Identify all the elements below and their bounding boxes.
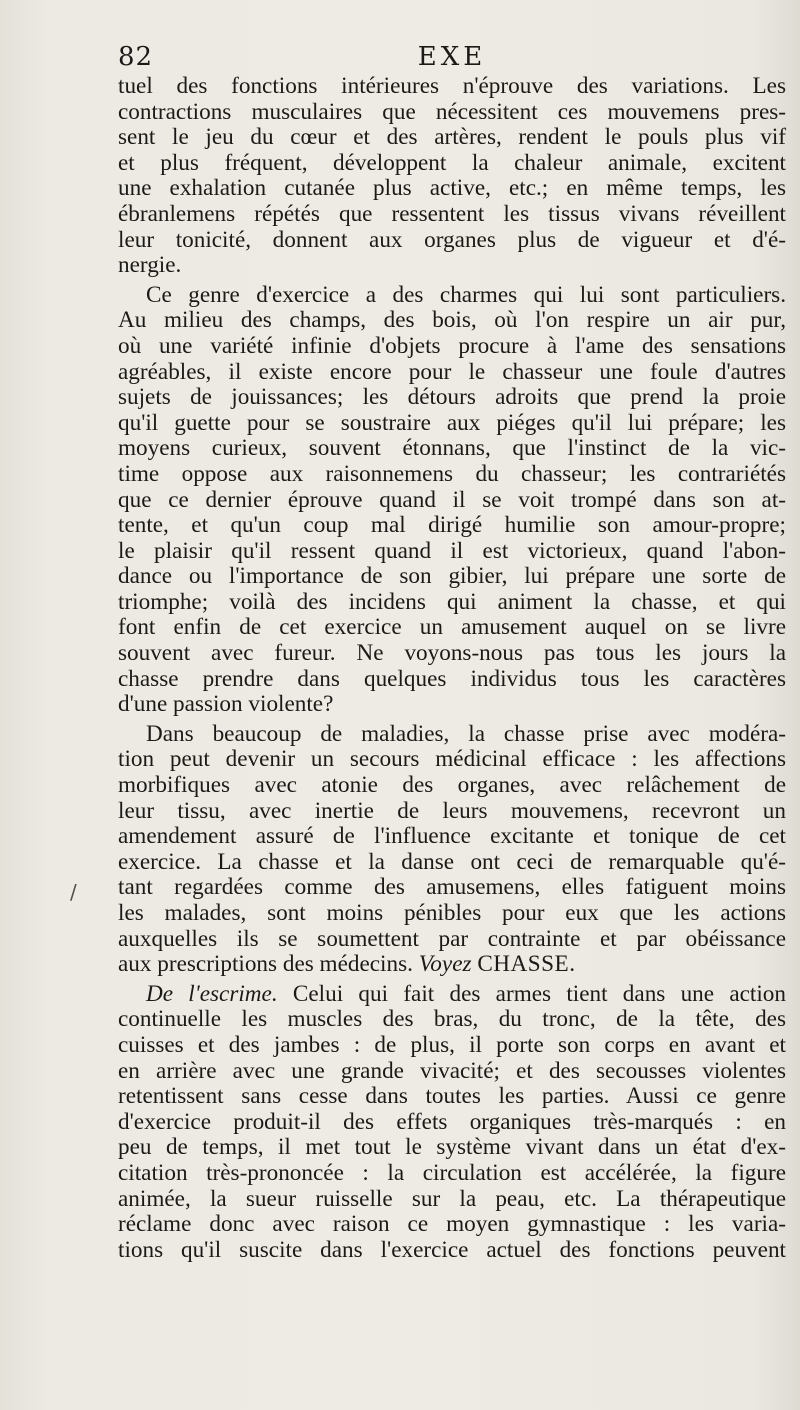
body-text	[118, 74, 786, 1263]
text-line: tuel des fonctions intérieures n'éprouve des variations. Les	[118, 73, 786, 99]
text-line: tant regardées comme des amusemens, elles fatiguent moins	[118, 874, 786, 901]
text-line: amendement assuré de l'influence excitante et tonique de cet	[118, 823, 786, 850]
text-line: ébranlemens répétés que ressentent les tissus vivans réveillent	[118, 200, 786, 227]
text-line: animée, la sueur ruisselle sur la peau, etc. La thérapeutique	[118, 1185, 786, 1212]
text-line: sujets de jouissances; les détours adroits que prend la proie	[118, 384, 786, 411]
text-segment: Celui qui fait des armes tient dans une action	[292, 980, 786, 1007]
text-line: tion peut devenir un secours médicinal efficace : les affections	[118, 746, 786, 773]
text-line: les malades, sont moins pénibles pour eux que les actions	[118, 900, 786, 926]
text-line: contractions musculaires que nécessitent ces mouvemens pres-	[118, 98, 786, 125]
text-line: qu'il guette pour se soustraire aux piéges qu'il lui prépare; les	[118, 409, 786, 436]
text-line: une exhalation cutanée plus active, etc.; en même temps, les	[118, 175, 786, 202]
text-line: en arrière avec une grande vivacité; et des secousses violentes	[118, 1057, 786, 1084]
text-line: triomphe; voilà des incidens qui animent la chasse, et qui	[118, 588, 786, 615]
page-header	[118, 42, 786, 74]
text-line: nergie.	[118, 252, 182, 279]
text-line: morbifiques avec atonie des organes, avec relâchement de	[118, 772, 786, 799]
cross-reference-chasse: CHASSE.	[477, 951, 576, 978]
text-line: font enfin de cet exercice un amusement auquel on se livre	[118, 614, 786, 641]
text-line: d'exercice produit-il des effets organiques très-marqués : en	[118, 1108, 786, 1135]
text-line: retentissent sans cesse dans toutes les parties. Aussi ce genre	[118, 1083, 786, 1110]
text-line: Ce genre d'exercice a des charmes qui lui sont particuliers.	[146, 281, 786, 308]
text-line: Au milieu des champs, des bois, où l'on respire un air pur,	[118, 307, 786, 334]
section-heading-escrime: De l'escrime.	[146, 980, 278, 1007]
text-line: cuisses et des jambes : de plus, il porte son corps en avant et	[118, 1031, 786, 1058]
text-line: leur tissu, avec inertie de leurs mouvemens, recevront un	[118, 797, 786, 824]
text-line: time oppose aux raisonnemens du chasseur; les contrariétés	[118, 460, 786, 487]
text-line: citation très-prononcée : la circulation est accélérée, la figure	[118, 1159, 786, 1186]
text-line: tente, et qu'un coup mal dirigé humilie son amour-propre;	[118, 512, 786, 539]
text-line: dance ou l'importance de son gibier, lui prépare une sorte de	[118, 563, 786, 590]
text-line: Dans beaucoup de maladies, la chasse prise avec modéra-	[146, 720, 786, 747]
text-line	[118, 982, 786, 1008]
text-segment: aux prescriptions des médecins.	[118, 951, 413, 978]
text-line: agréables, il existe encore pour le chasseur une foule d'autres	[118, 358, 786, 385]
text-line: où une variété infinie d'objets procure à l'ame des sensations	[118, 332, 786, 359]
text-line: continuelle les muscles des bras, du tronc, de la tête, des	[118, 1006, 786, 1033]
text-line: souvent avec fureur. Ne voyons-nous pas tous les jours la	[118, 640, 786, 667]
text-line: exercice. La chasse et la danse ont ceci de remarquable qu'é-	[118, 848, 786, 875]
text-line: d'une passion violente?	[118, 691, 334, 718]
text-line: moyens curieux, souvent étonnans, que l'instinct de la vic-	[118, 435, 786, 462]
text-line: le plaisir qu'il ressent quand il est victorieux, quand l'abon-	[118, 537, 786, 564]
text-line: sent le jeu du cœur et des artères, rendent le pouls plus vif	[118, 124, 786, 151]
text-line: que ce dernier éprouve quand il se voit trompé dans son at-	[118, 486, 786, 513]
text-line: et plus fréquent, développent la chaleur animale, excitent	[118, 149, 786, 176]
text-line	[118, 952, 786, 978]
text-line: auxquelles ils se soumettent par contrainte et par obéissance	[118, 925, 786, 952]
text-line: tions qu'il suscite dans l'exercice actuel des fonctions peuvent	[118, 1236, 786, 1263]
text-line: réclame donc avec raison ce moyen gymnastique : les varia-	[118, 1211, 786, 1238]
text-line: peu de temps, il met tout le système vivant dans un état d'ex-	[118, 1134, 786, 1161]
text-line: leur tonicité, donnent aux organes plus de vigueur et d'é-	[118, 226, 786, 253]
page-number: 82	[118, 42, 154, 72]
see-reference: Voyez	[418, 951, 472, 978]
running-head: EXE	[417, 42, 487, 72]
margin-mark: /	[70, 880, 77, 904]
text-line: chasse prendre dans quelques individus tous les caractères	[118, 665, 786, 692]
